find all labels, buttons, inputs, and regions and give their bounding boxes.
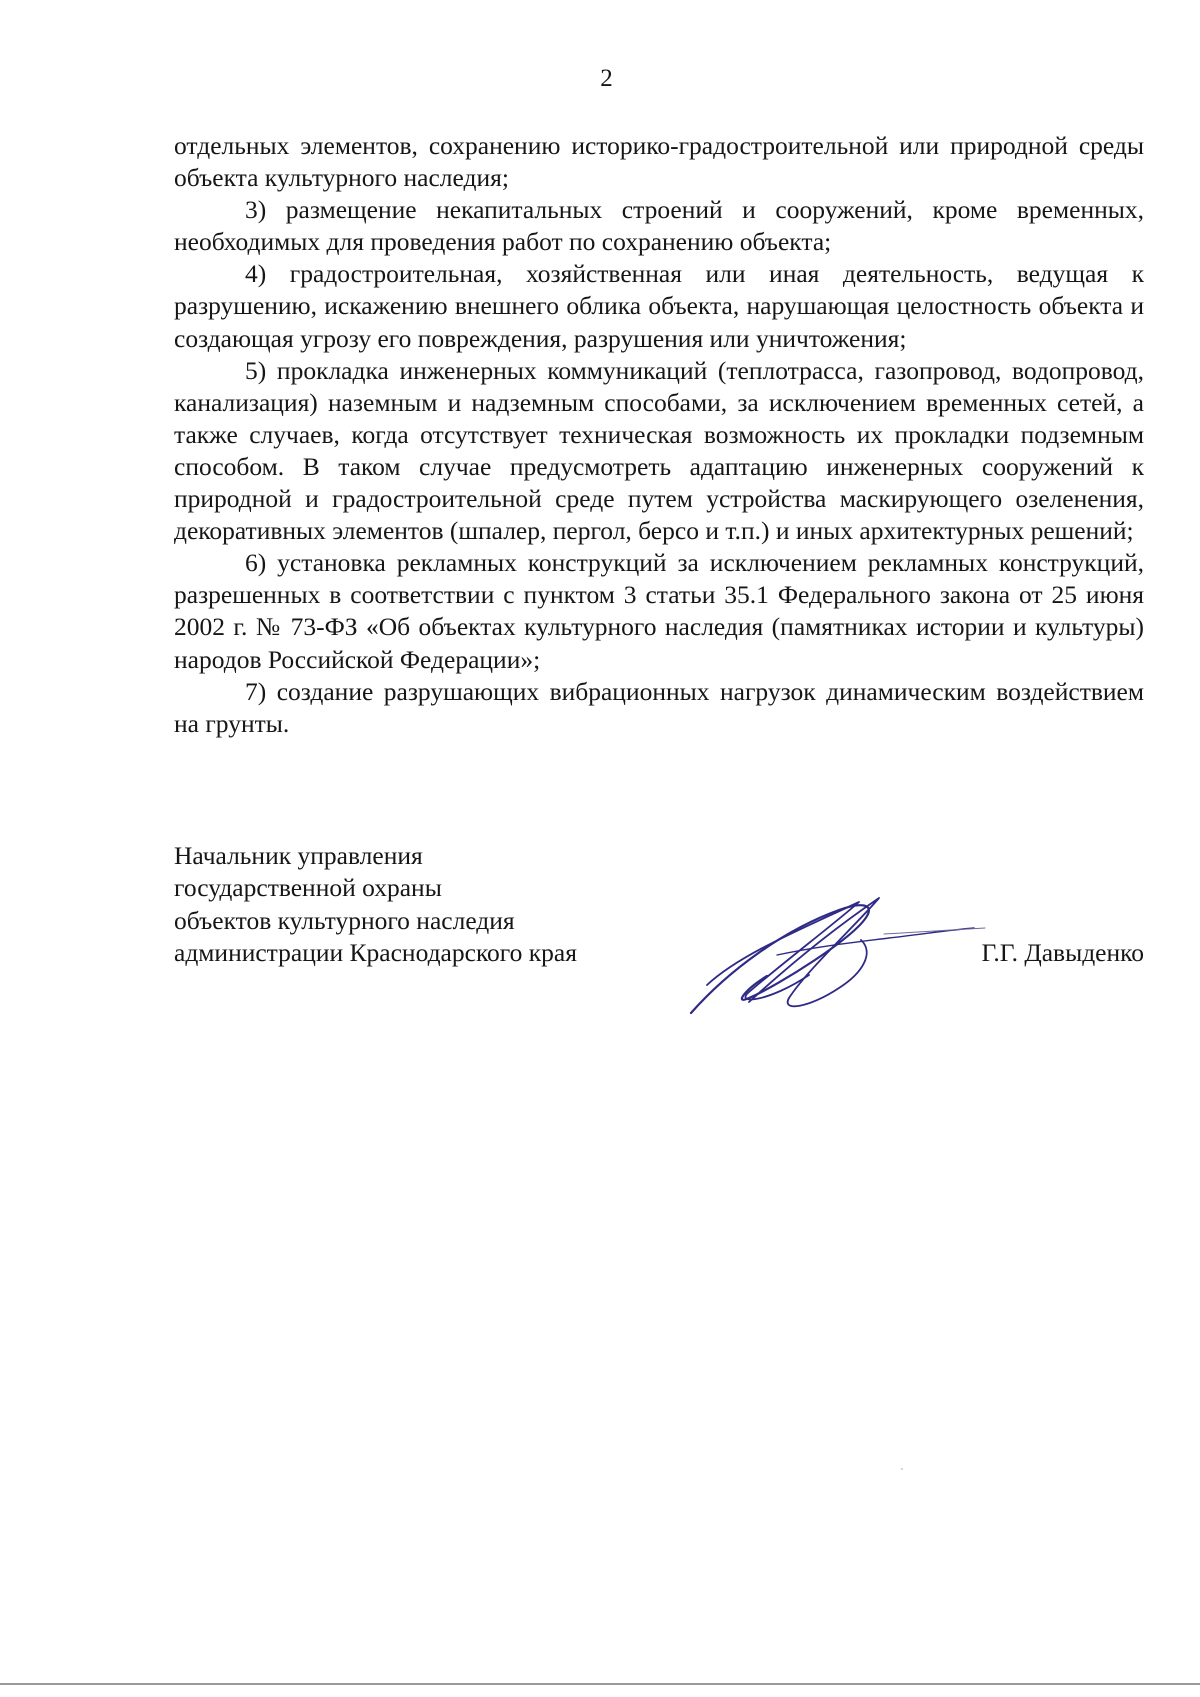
paragraph-continuation: отдельных элементов, сохранению историко-градостроительной или природной среды объекта культурного наследия;	[174, 131, 1144, 193]
list-item-7: 7) создание разрушающих вибрационных нагрузок динамическим воздействием на грунты.	[174, 676, 1144, 738]
signatory-name: Г.Г. Давыденко	[981, 938, 1144, 967]
list-item-5: 5) прокладка инженерных коммуникаций (теплотрасса, газопровод, водопровод, канализация) наземным и надземным способами, за исключением временных сетей, а также случаев, когда отсутствует техническая возможность их прокладки подземным способом. В таком случае предусмотреть адаптацию инженерных сооружений к природной и градостроительной среде путем устройства маскирующего озеленения, декоративных элементов (шпалер, пергол, берсо и т.п.) и иных архитектурных решений;	[174, 355, 1144, 546]
list-item-3: 3) размещение некапитальных строений и сооружений, кроме временных, необходимых для проведения работ по сохранению объекта;	[174, 195, 1144, 257]
signatory-title	[174, 840, 577, 969]
list-item-6: 6) установка рекламных конструкций за исключением рекламных конструкций, разрешенных в соответствии с пунктом 3 статьи 35.1 Федерального закона от 25 июня 2002 г. № 73-ФЗ «Об объектах культурного наследия (памятниках истории и культуры) народов Российской Федерации»;	[174, 548, 1144, 674]
signature-block	[174, 840, 1144, 1020]
signatory-title-line: государственной охраны	[174, 873, 442, 903]
signatory-title-line: администрации Краснодарского края	[174, 937, 577, 967]
scan-speck	[901, 1468, 903, 1470]
page-number: 2	[600, 65, 613, 92]
document-body	[174, 130, 1144, 740]
signatory-title-line: Начальник управления	[174, 841, 423, 870]
signatory-title-line: объектов культурного наследия	[174, 905, 515, 935]
list-item-4: 4) градостроительная, хозяйственная или иная деятельность, ведущая к разрушению, искажению внешнего облика объекта, нарушающая целостность объекта и создающая угрозу его повреждения, разрушения или уничтожения;	[174, 259, 1144, 353]
bottom-edge-rule	[0, 1683, 1200, 1685]
